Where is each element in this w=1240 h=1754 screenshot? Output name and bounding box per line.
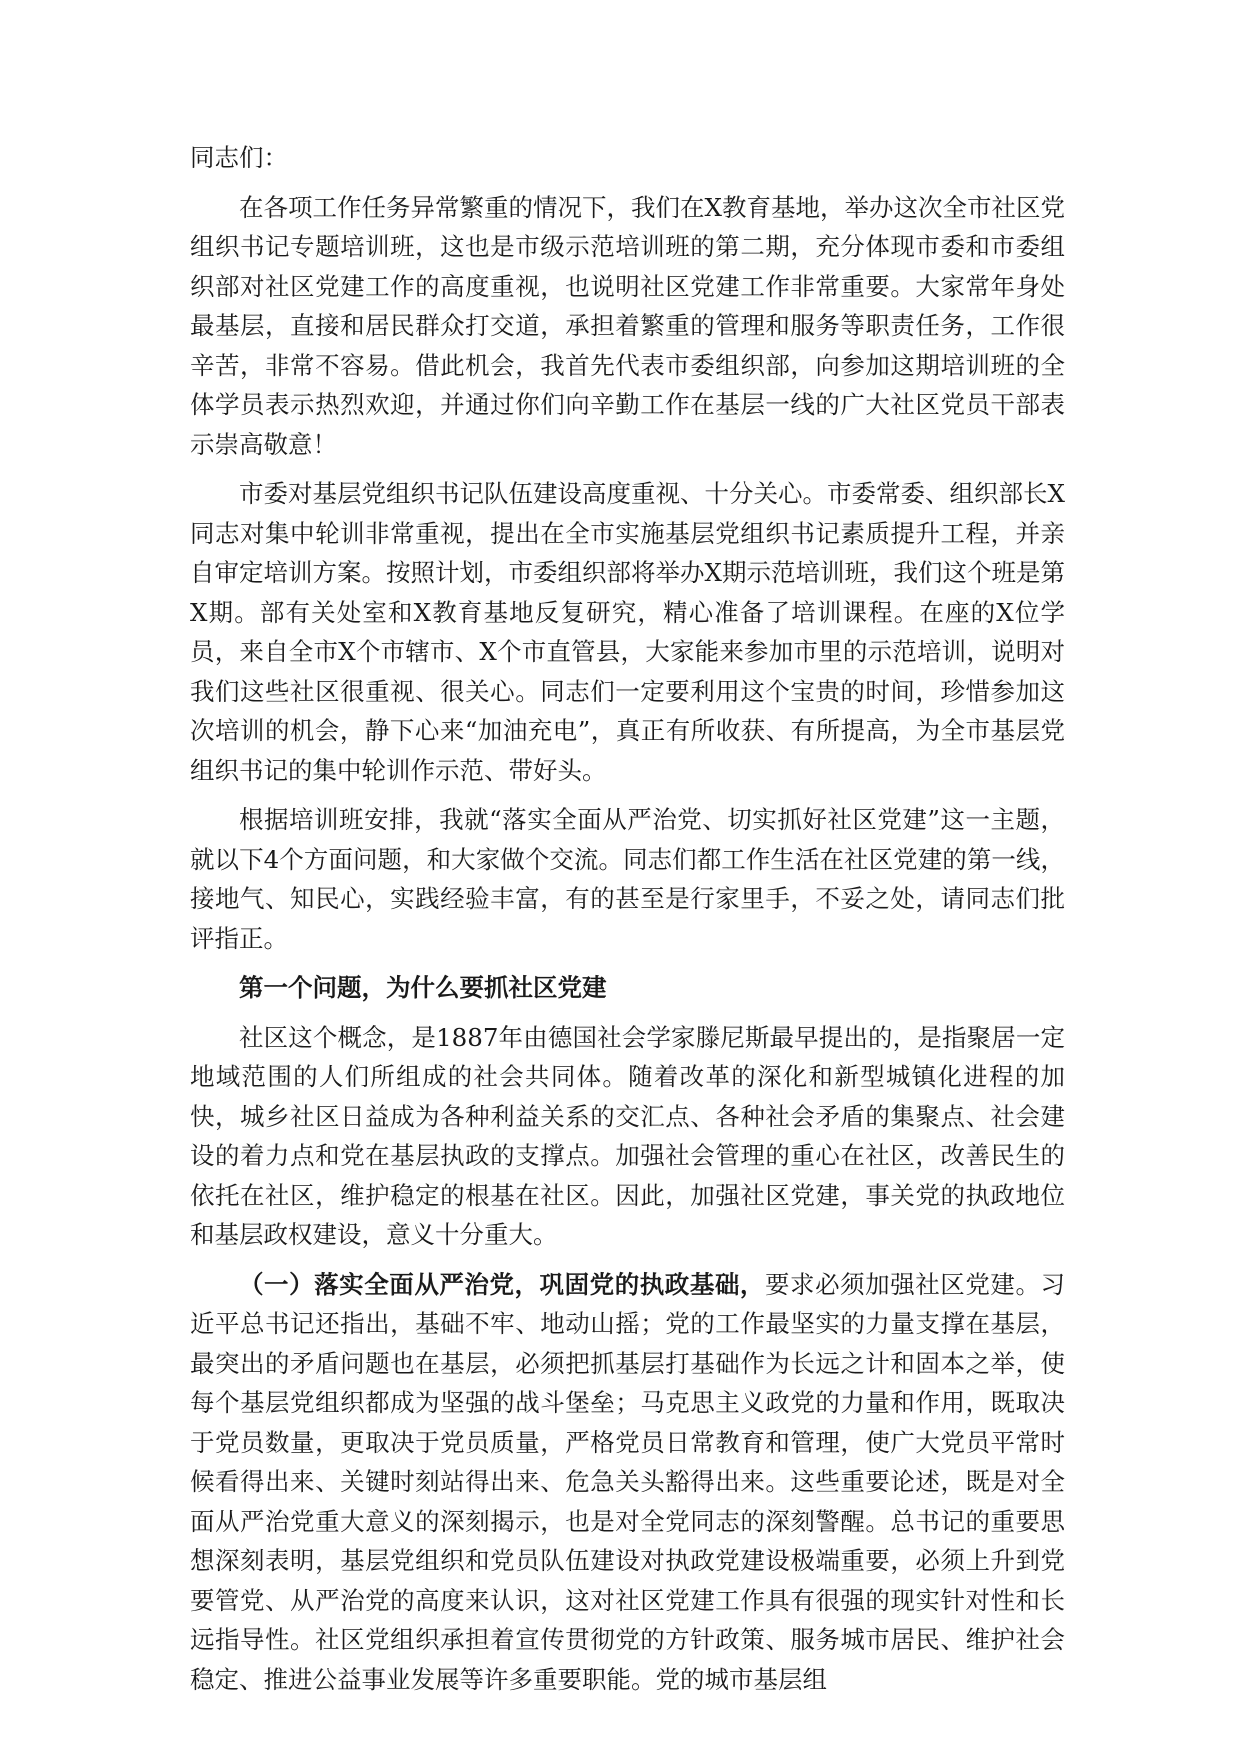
paragraph-leadership: 市委对基层党组织书记队伍建设高度重视、十分关心。市委常委、组织部长X同志对集中轮训非常重视，提出在全市实施基层党组织书记素质提升工程，并亲自审定培训方案。按照计划，市委组织部将举办X期示范培训班，我们这个班是第X期。部有关处室和X教育基地反复研究，精心准备了培训课程。在座的X位学员，来自全市X个市辖市、X个市直管县，大家能来参加市里的示范培训，说明对我们这些社区很重视、很关心。同志们一定要利用这个宝贵的时间，珍惜参加这次培训的机会，静下心来“加油充电”，真正有所收获、有所提高，为全市基层党组织书记的集中轮训作示范、带好头。 [190,479,1065,785]
section-one-lead: （一）落实全面从严治党，巩固党的执政基础， [239,1269,765,1299]
paragraph-section-one [190,1265,1065,1700]
section-one-text: 要求必须加强社区党建。习近平总书记还指出，基础不牢、地动山摇；党的工作最坚实的力量支撑在基层，最突出的矛盾问题也在基层，必须把抓基层打基础作为长远之计和固本之举，使每个基层党组织都成为坚强的战斗堡垒；马克思主义政党的力量和作用，既取决于党员数量，更取决于党员质量，严格党员日常教育和管理，使广大党员平常时候看得出来、关键时刻站得出来、危急关头豁得出来。这些重要论述，既是对全面从严治党重大意义的深刻揭示，也是对全党同志的深刻警醒。总书记的重要思想深刻表明，基层党组织和党员队伍建设对执政党建设极端重要，必须上升到党要管党、从严治党的高度来认识，这对社区党建工作具有很强的现实针对性和长远指导性。社区党组织承担着宣传贯彻党的方针政策、服务城市居民、维护社会稳定、推进公益事业发展等许多重要职能。党的城市基层组 [190,1269,1065,1694]
paragraph-community-concept: 社区这个概念，是1887年由德国社会学家滕尼斯最早提出的，是指聚居一定地域范围的人们所组成的社会共同体。随着改革的深化和新型城镇化进程的加快，城乡社区日益成为各种利益关系的交汇点、各种社会矛盾的集聚点、社会建设的着力点和党在基层执政的支撑点。加强社会管理的重心在社区，改善民生的依托在社区，维护稳定的根基在社区。因此，加强社区党建，事关党的执政地位和基层政权建设，意义十分重大。 [190,1022,1065,1249]
paragraph-topic: 根据培训班安排，我就“落实全面从严治党、切实抓好社区党建”这一主题，就以下4个方面问题，和大家做个交流。同志们都工作生活在社区党建的第一线，接地气、知民心，实践经验丰富，有的甚至是行家里手，不妥之处，请同志们批评指正。 [190,805,1065,953]
document-page [190,138,1065,1709]
paragraph-intro: 在各项工作任务异常繁重的情况下，我们在X教育基地，举办这次全市社区党组织书记专题培训班，这也是市级示范培训班的第二期，充分体现市委和市委组织部对社区党建工作的高度重视，也说明社区党建工作非常重要。大家常年身处最基层，直接和居民群众打交道，承担着繁重的管理和服务等职责任务，工作很辛苦，非常不容易。借此机会，我首先代表市委组织部，向参加这期培训班的全体学员表示热烈欢迎，并通过你们向辛勤工作在基层一线的广大社区党员干部表示崇高敬意！ [190,192,1065,459]
salutation: 同志们： [190,143,288,172]
section-heading: 第一个问题，为什么要抓社区党建 [239,973,607,1002]
